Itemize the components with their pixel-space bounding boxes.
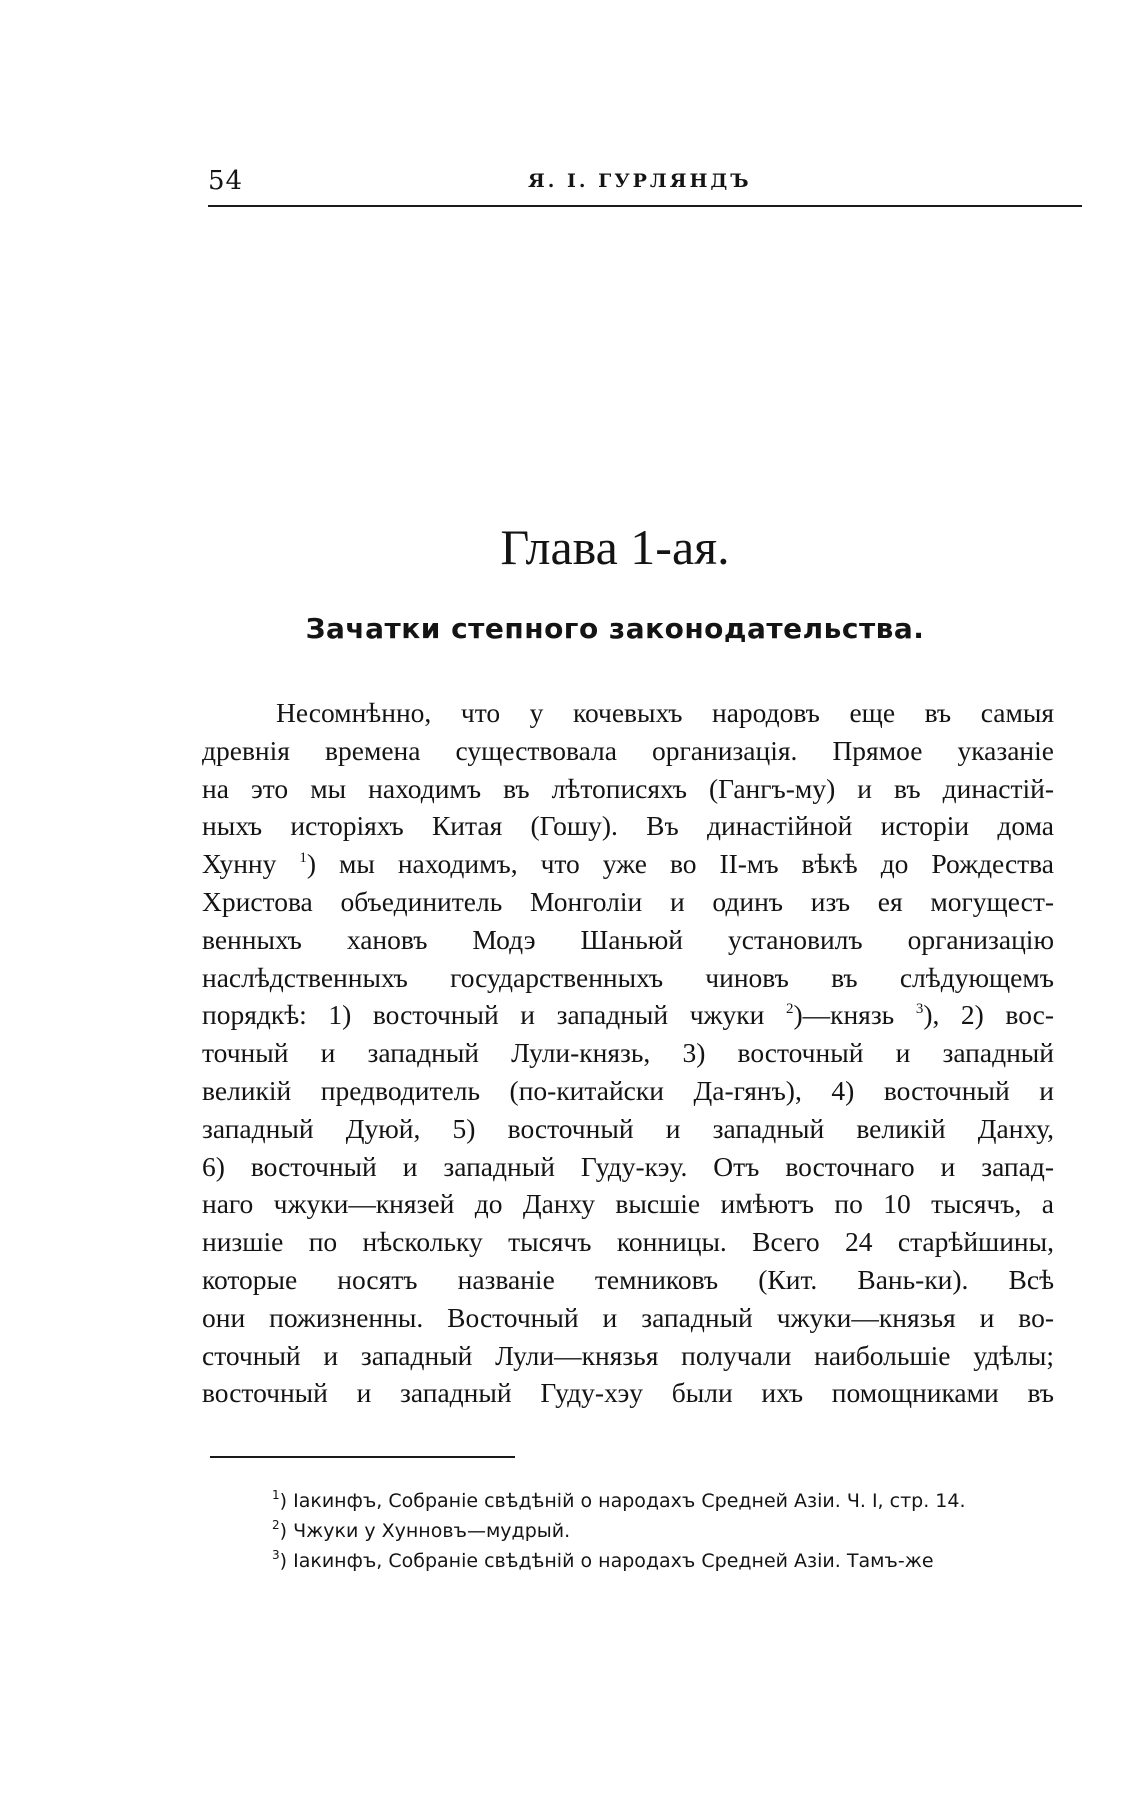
footnote-ref: 2 — [785, 1001, 794, 1018]
text-line: древнія времена существовала организація. Прямое указаніе — [202, 734, 1054, 766]
text-line: низшіе по нѣскольку тысячъ конницы. Всего 24 старѣйшины, — [202, 1226, 1054, 1258]
text-line: они пожизненны. Восточный и западный чжуки—князья и во- — [202, 1301, 1054, 1333]
text-line: которые носятъ названіе темниковъ (Кит. Вань-ки). Всѣ — [202, 1263, 1054, 1295]
footnote-ref: 1 — [299, 850, 307, 867]
footnote-text: ) Іакинфъ, Собраніе свѣдѣній о народахъ Средней Азіи. Тамъ-же — [279, 1550, 934, 1572]
text-line: восточный и западный Гуду-хэу были ихъ помощниками въ — [202, 1377, 1054, 1409]
text-fragment: )—князь — [793, 999, 895, 1031]
text-line: 6) восточный и западный Гуду-кэу. Отъ восточнаго и запад- — [202, 1150, 1054, 1182]
header-rule — [208, 205, 1082, 207]
footnote-rule — [210, 1456, 515, 1458]
text-fragment: ) мы находимъ, что уже во II-мъ вѣкѣ до Рождества — [306, 848, 1055, 880]
text-fragment: Хунну — [202, 848, 277, 880]
footnotes — [272, 1486, 1062, 1576]
footnote — [272, 1486, 1062, 1516]
text-line: сточный и западный Лули—князья получали наибольшіе удѣлы; — [202, 1339, 1054, 1371]
text-line: великій предводитель (по-китайски Да-гянъ), 4) восточный и — [202, 1074, 1054, 1106]
page-number: 54 — [208, 166, 244, 196]
text-line: наслѣдственныхъ государственныхъ чиновъ въ слѣдующемъ — [202, 961, 1054, 993]
text-line — [202, 845, 1054, 883]
text-fragment: ), 2) вос- — [923, 999, 1054, 1031]
footnote — [272, 1516, 1062, 1546]
footnote-text: ) Чжуки у Хунновъ—мудрый. — [279, 1520, 571, 1542]
running-title: Я. I. ГУРЛЯНДЪ — [528, 170, 752, 192]
text-line: венныхъ хановъ Модэ Шаньюй установилъ организацію — [202, 923, 1054, 955]
footnote-mark: 1 — [272, 1488, 280, 1502]
text-line: на это мы находимъ въ лѣтописяхъ (Гангъ-му) и въ династій- — [202, 772, 1054, 804]
text-line: западный Дуюй, 5) восточный и западный великій Данху, — [202, 1112, 1054, 1144]
text-line — [202, 996, 1054, 1034]
text-line: наго чжуки—князей до Данху высшіе имѣютъ по 10 тысячъ, а — [202, 1188, 1054, 1220]
chapter-subtitle: Зачатки степного законодательства. — [305, 612, 925, 645]
footnote-mark: 2 — [272, 1518, 280, 1532]
chapter-title: Глава 1-ая. — [500, 519, 730, 575]
text-fragment: порядкѣ: 1) восточный и западный чжуки — [202, 999, 765, 1031]
text-line: ныхъ исторіяхъ Китая (Гошу). Въ династійной исторіи дома — [202, 810, 1054, 842]
footnote-text: ) Іакинфъ, Собраніе свѣдѣній о народахъ Средней Азіи. Ч. I, стр. 14. — [279, 1490, 966, 1512]
text-line: точный и западный Лули-князь, 3) восточный и западный — [202, 1037, 1054, 1069]
footnote — [272, 1546, 1062, 1576]
text-line: Несомнѣнно, что у кочевыхъ народовъ еще въ самыя — [276, 697, 1054, 728]
footnote-mark: 3 — [272, 1548, 280, 1562]
text-line: Христова объединитель Монголіи и одинъ изъ ея могущест- — [202, 885, 1054, 917]
running-head — [208, 162, 1082, 206]
body-paragraph — [202, 694, 1054, 1412]
footnote-ref: 3 — [915, 1001, 924, 1018]
